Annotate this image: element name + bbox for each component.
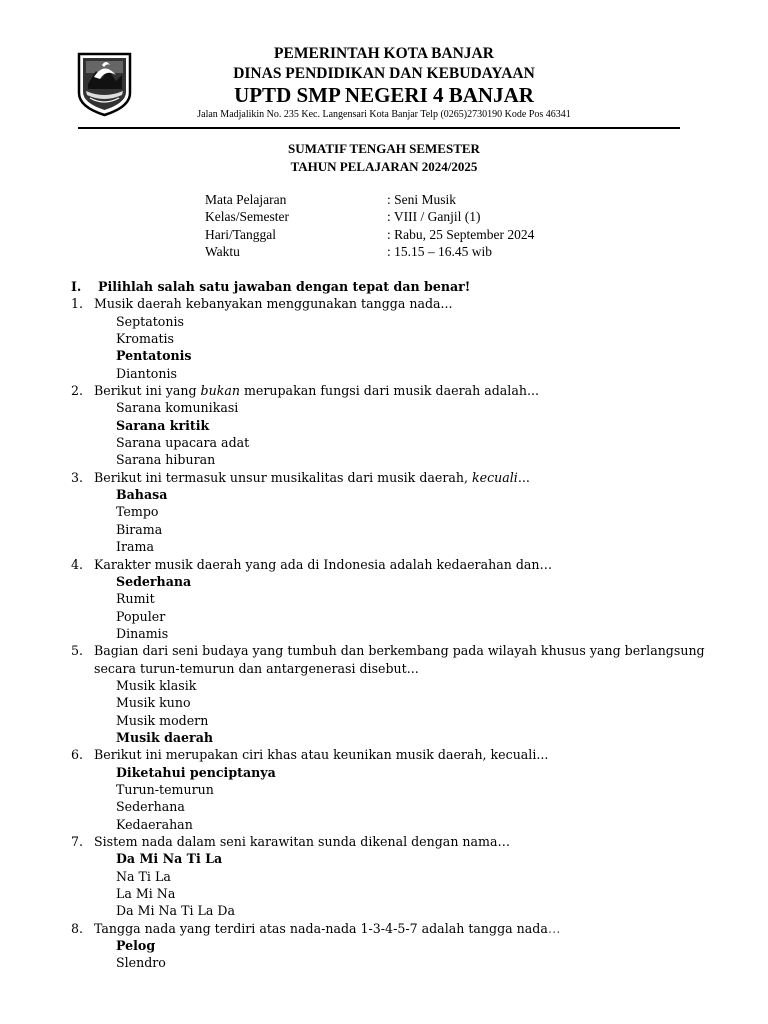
info-label: Kelas/Semester xyxy=(205,209,289,225)
answer-option: Populer xyxy=(116,608,166,624)
department-name: DINAS PENDIDIKAN DAN KEBUDAYAAN xyxy=(233,65,535,82)
exam-title: SUMATIF TENGAH SEMESTER xyxy=(288,141,480,156)
question-3 xyxy=(71,469,671,486)
question-6 xyxy=(71,746,671,763)
answer-option: Septatonis xyxy=(116,313,184,329)
answer-option: Sarana komunikasi xyxy=(116,400,239,416)
question-5 xyxy=(71,642,705,659)
answer-option: Da Mi Na Ti La Da xyxy=(116,903,235,919)
question-text: Berikut ini merupakan ciri khas atau keunikan musik daerah, kecuali... xyxy=(94,747,549,763)
answer-option: Sarana hiburan xyxy=(116,452,216,468)
government-name: PEMERINTAH KOTA BANJAR xyxy=(274,45,494,62)
question-emphasis: bukan xyxy=(200,383,240,399)
answer-option: Tempo xyxy=(116,504,159,520)
question-number: 8. xyxy=(71,920,84,936)
question-ellipsis: … xyxy=(547,920,561,936)
answer-option-correct: Sarana kritik xyxy=(116,417,210,433)
question-7 xyxy=(71,833,671,850)
answer-option: Kedaerahan xyxy=(116,816,193,832)
answer-option: Sarana upacara adat xyxy=(116,435,250,451)
question-text: Bagian dari seni budaya yang tumbuh dan berkembang pada wilayah khusus yang berlangsung xyxy=(94,643,705,659)
question-text-continuation: secara turun-temurun dan antargenerasi disebut... xyxy=(94,660,419,676)
answer-option: Irama xyxy=(116,539,154,555)
info-value: : 15.15 – 16.45 wib xyxy=(387,244,493,260)
question-number: 5. xyxy=(71,643,84,659)
question-text-part: Berikut ini yang xyxy=(94,383,201,399)
info-value: : VIII / Ganjil (1) xyxy=(387,209,481,225)
question-number: 2. xyxy=(71,383,84,399)
section-instruction: Pilihlah salah satu jawaban dengan tepat dan benar! xyxy=(98,279,471,294)
answer-option-correct: Bahasa xyxy=(116,487,168,503)
question-number: 7. xyxy=(71,834,84,849)
question-text-part: ... xyxy=(517,469,530,485)
answer-option: Na Ti La xyxy=(116,868,171,884)
question-text-part: Berikut ini termasuk unsur musikalitas dari musik daerah, xyxy=(94,469,472,485)
question-4 xyxy=(71,556,671,573)
question-8 xyxy=(71,920,671,937)
info-value: : Seni Musik xyxy=(387,192,457,207)
answer-option: Diantonis xyxy=(116,365,177,381)
question-1 xyxy=(71,295,671,312)
answer-option: Musik kuno xyxy=(116,695,191,711)
section-number: I. xyxy=(71,279,82,294)
question-2 xyxy=(71,382,671,399)
question-number: 4. xyxy=(71,556,84,572)
section-heading xyxy=(71,278,671,295)
question-text xyxy=(94,920,560,937)
school-address: Jalan Madjalikin No. 235 Kec. Langensari Kota Banjar Telp (0265)2730190 Kode Pos 46341 xyxy=(197,109,571,120)
answer-option: Birama xyxy=(116,521,163,537)
question-number: 3. xyxy=(71,469,84,485)
answer-option: Kromatis xyxy=(116,331,175,347)
city-emblem-logo xyxy=(76,51,133,117)
answer-option: Dinamis xyxy=(116,625,169,641)
question-list xyxy=(71,278,705,972)
answer-option: Musik klasik xyxy=(116,677,197,693)
answer-option: Rumit xyxy=(116,591,155,607)
info-label: Mata Pelajaran xyxy=(205,192,287,207)
answer-option: Sederhana xyxy=(116,799,185,815)
answer-option-correct: Da Mi Na Ti La xyxy=(116,851,223,867)
question-text: Sistem nada dalam seni karawitan sunda dikenal dengan nama… xyxy=(94,834,511,849)
answer-option-correct: Pentatonis xyxy=(116,348,192,364)
answer-option: Turun-temurun xyxy=(116,781,214,797)
info-label: Hari/Tanggal xyxy=(205,226,277,242)
answer-option-correct: Musik daerah xyxy=(116,729,214,745)
answer-option: Musik modern xyxy=(116,712,209,728)
answer-option-correct: Pelog xyxy=(116,938,156,954)
question-5-continued xyxy=(71,660,671,677)
school-name: UPTD SMP NEGERI 4 BANJAR xyxy=(234,83,534,107)
question-emphasis: kecuali xyxy=(472,469,518,485)
question-text: Karakter musik daerah yang ada di Indonesia adalah kedaerahan dan… xyxy=(94,556,553,572)
answer-option: Slendro xyxy=(116,955,166,971)
answer-option-correct: Diketahui penciptanya xyxy=(116,764,276,780)
question-text-part: Tangga nada yang terdiri atas nada-nada 1-3-4-5-7 adalah tangga nada xyxy=(94,920,548,936)
question-text xyxy=(94,382,539,399)
question-number: 6. xyxy=(71,747,84,763)
academic-year: TAHUN PELAJARAN 2024/2025 xyxy=(290,159,478,174)
letterhead-divider xyxy=(78,127,680,129)
question-text-part: merupakan fungsi dari musik daerah adalah... xyxy=(239,383,539,399)
answer-option-correct: Sederhana xyxy=(116,573,192,589)
info-value: : Rabu, 25 September 2024 xyxy=(387,226,535,242)
info-label: Waktu xyxy=(205,244,240,260)
question-text: Musik daerah kebanyakan menggunakan tangga nada... xyxy=(94,296,453,312)
question-text xyxy=(94,469,530,486)
answer-option: La Mi Na xyxy=(116,886,176,902)
question-number: 1. xyxy=(71,296,84,312)
